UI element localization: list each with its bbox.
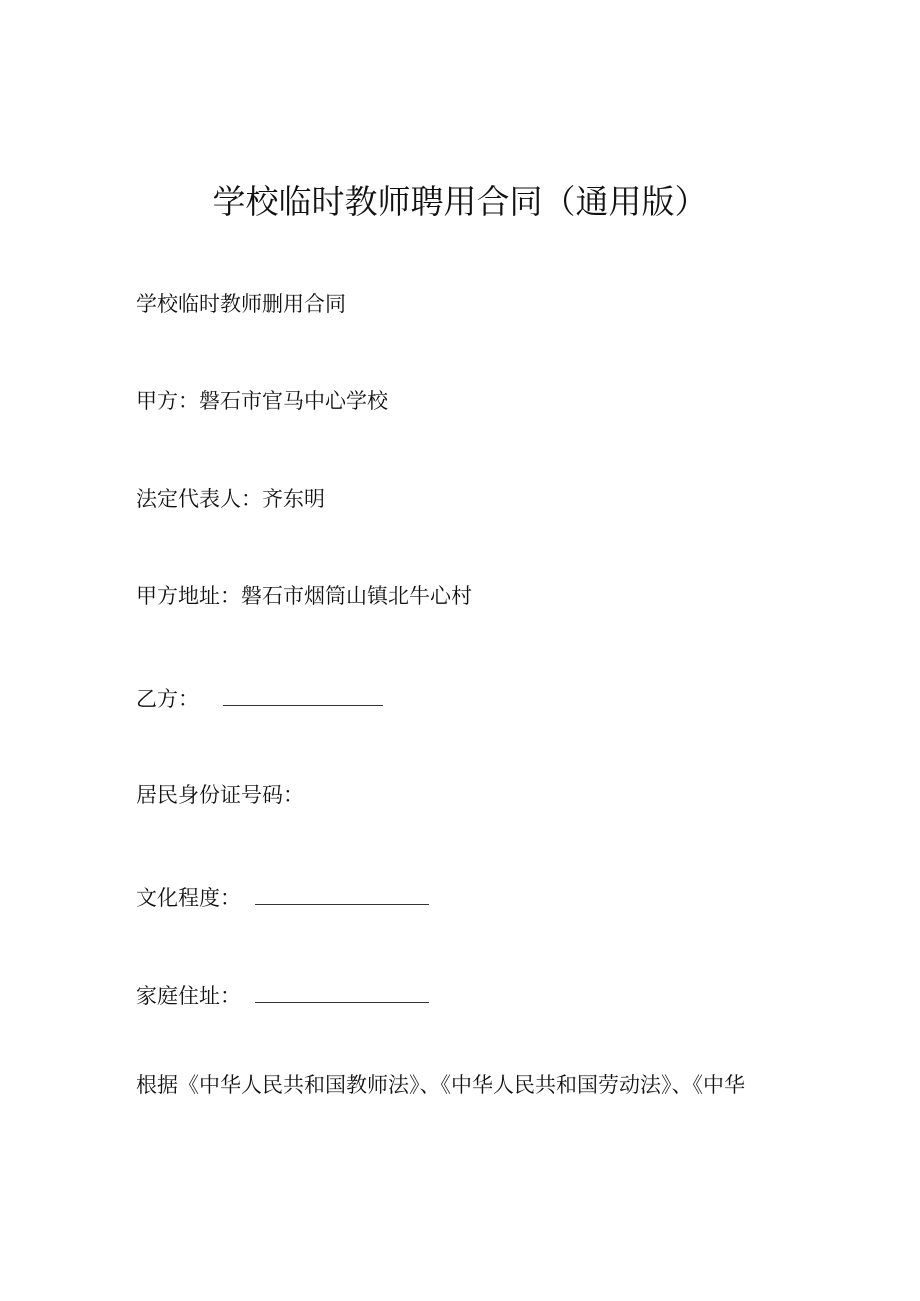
home-address-label: 家庭住址： <box>136 984 241 1008</box>
party-b-blank <box>223 685 383 706</box>
home-address-blank <box>255 982 429 1003</box>
legal-representative-line <box>136 484 325 514</box>
party-b-label: 乙方： <box>136 687 199 711</box>
document-title: 学校临时教师聘用合同（通用版） <box>212 182 708 221</box>
contract-heading-text: 学校临时教师删用合同 <box>136 292 346 316</box>
legal-representative-text: 法定代表人：齐东明 <box>136 487 325 511</box>
education-blank <box>255 884 429 905</box>
id-number-line <box>136 780 304 810</box>
party-a-address-line <box>136 581 472 611</box>
id-number-label: 居民身份证号码： <box>136 783 304 807</box>
party-a-address-text: 甲方地址：磐石市烟筒山镇北牛心村 <box>136 584 472 608</box>
education-line <box>136 883 429 913</box>
legal-basis-line <box>136 1070 745 1100</box>
legal-basis-text: 根据《中华人民共和国教师法》、《中华人民共和国劳动法》、《中华 <box>136 1073 745 1097</box>
education-label: 文化程度： <box>136 886 241 910</box>
party-a-text: 甲方：磐石市官马中心学校 <box>136 389 388 413</box>
party-b-line <box>136 684 383 714</box>
contract-heading <box>136 289 346 319</box>
party-a-line <box>136 386 388 416</box>
home-address-line <box>136 981 429 1011</box>
